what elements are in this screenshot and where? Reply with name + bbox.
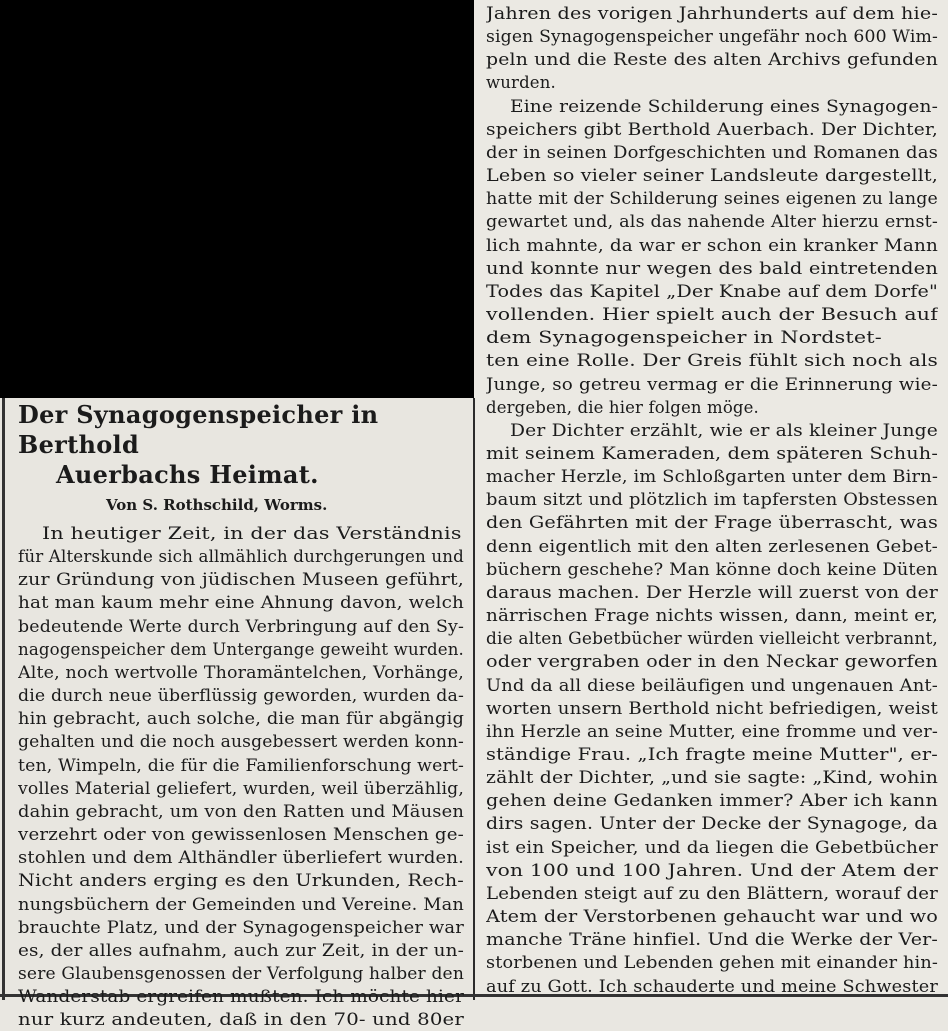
text-line: dergeben, die hier folgen möge. (486, 397, 759, 417)
text-line: Nicht anders erging es den Urkunden, Rech- (18, 871, 464, 891)
article-title (18, 400, 464, 490)
black-redaction-area (0, 0, 474, 398)
text-line: gewartet und, als das nahende Alter hierzu ernst- (486, 212, 938, 232)
left-border-rule (2, 398, 5, 1000)
text-line: mit seinem Kameraden, dem späteren Schuh- (486, 443, 938, 463)
left-column (18, 400, 464, 1031)
text-line: es, der alles aufnahm, auch zur Zeit, in der un- (18, 940, 464, 960)
text-line: macher Herzle, im Schloßgarten unter dem Birn- (486, 467, 938, 487)
article-title-line-2: Auerbachs Heimat. (56, 460, 319, 489)
text-line: daraus machen. Der Herzle will zuerst von der (486, 582, 938, 602)
text-line: von 100 und 100 Jahren. Und der Atem der (486, 860, 938, 880)
text-line: Jahren des vorigen Jahrhunderts auf dem hie- (486, 4, 938, 23)
text-line: vollenden. Hier spielt auch der Besuch auf (486, 305, 938, 325)
text-line: zählt der Dichter, „und sie sagte: „Kind, wohin (486, 768, 938, 788)
text-line: für Alterskunde sich allmählich durchgerungen und (18, 547, 464, 567)
text-line: närrischen Frage nichts wissen, dann, meint er, (486, 606, 938, 626)
text-line: oder vergraben oder in den Neckar geworfen (486, 652, 938, 672)
text-line: hatte mit der Schilderung seines eigenen zu lange (486, 189, 938, 209)
text-line: hin gebracht, auch solche, die man für abgängig (18, 709, 464, 729)
text-line: nagogenspeicher dem Untergange geweiht wurden. (18, 639, 464, 659)
text-line: volles Material geliefert, wurden, weil überzählig, (18, 778, 464, 798)
text-line: wurden. (486, 73, 556, 93)
text-line: ist ein Speicher, und da liegen die Gebetbücher (486, 837, 938, 857)
text-line: peln und die Reste des alten Archivs gefunden (486, 50, 938, 70)
text-line: Der Dichter erzählt, wie er als kleiner Junge (510, 420, 938, 440)
text-line: und konnte nur wegen des bald eintretenden (486, 258, 938, 278)
text-line: ständige Frau. „Ich fragte meine Mutter", er- (486, 745, 938, 764)
text-line: sigen Synagogenspeicher ungefähr noch 600 Wim- (486, 27, 938, 47)
text-line: dirs sagen. Unter der Decke der Synagoge, da (486, 814, 938, 834)
text-line: lich mahnte, da war er schon ein kranker Mann (486, 235, 938, 255)
text-line: der in seinen Dorfgeschichten und Romanen das (486, 142, 938, 162)
text-line: nur kurz andeuten, daß in den 70- und 80er (18, 1010, 464, 1030)
text-line: Lebenden steigt auf zu den Blättern, worauf der (486, 883, 938, 903)
text-line: Junge, so getreu vermag er die Erinnerung wie- (486, 374, 938, 394)
text-line: baum sitzt und plötzlich im tapfersten Obstessen (486, 490, 938, 510)
text-line: denn eigentlich mit den alten zerlesenen Gebet- (486, 536, 938, 556)
text-line: Wanderstab ergreifen mußten. Ich möchte hier (18, 987, 464, 1007)
text-line: verzehrt oder von gewissenlosen Menschen ge- (18, 825, 464, 845)
text-line: speichers gibt Berthold Auerbach. Der Dichter, (486, 119, 938, 139)
text-line: Atem der Verstorbenen gehaucht war und wo (486, 907, 938, 927)
article-title-line-1: Der Synagogenspeicher in Berthold (18, 400, 379, 459)
text-line: worten unsern Berthold nicht befriedigen, weist (486, 698, 938, 718)
text-line: dem Synagogenspeicher in Nordstet- (486, 328, 882, 348)
text-line: manche Träne hinfiel. Und die Werke der Ver- (486, 930, 938, 950)
text-line: auf zu Gott. Ich schauderte und meine Schwester (486, 976, 938, 996)
text-line: die alten Gebetbücher würden vielleicht verbrannt, (486, 629, 938, 649)
text-line: sere Glaubensgenossen der Verfolgung halber den (18, 963, 464, 983)
text-line: Alte, noch wertvolle Thoramäntelchen, Vorhänge, (18, 662, 464, 682)
text-line: stohlen und dem Althändler überliefert wurden. (18, 848, 464, 868)
text-line: den Gefährten mit der Frage überrascht, was (486, 513, 938, 533)
text-line: brauchte Platz, und der Synagogenspeicher war (18, 917, 464, 937)
text-line: Und da all diese beiläufigen und ungenauen Ant- (486, 675, 938, 695)
column-divider-rule (473, 398, 475, 1000)
text-line: ihn Herzle an seine Mutter, eine fromme und ver- (486, 721, 938, 741)
text-line: storbenen und Lebenden gehen mit einander hin- (486, 953, 938, 973)
text-line: büchern geschehe? Man könne doch keine Düten (486, 559, 938, 579)
text-line: die durch neue überflüssig geworden, wurden da- (18, 686, 464, 706)
text-line: nungsbüchern der Gemeinden und Vereine. Man (18, 894, 464, 914)
text-line: hat man kaum mehr eine Ahnung davon, welch (18, 593, 464, 613)
right-column (486, 2, 938, 998)
text-line: Eine reizende Schilderung eines Synagogen- (510, 96, 938, 116)
text-line: Leben so vieler seiner Landsleute dargestellt, (486, 166, 938, 186)
right-column-body (486, 2, 938, 998)
text-line: dahin gebracht, um von den Ratten und Mäusen (18, 801, 464, 821)
text-line: gehen deine Gedanken immer? Aber ich kann (486, 791, 938, 811)
text-line: ten eine Rolle. Der Greis fühlt sich noch als (486, 351, 938, 371)
text-line: zur Gründung von jüdischen Museen geführt, (18, 570, 464, 590)
left-column-body (18, 522, 464, 1031)
text-line: Todes das Kapitel „Der Knabe auf dem Dorfe" (486, 281, 938, 301)
text-line: In heutiger Zeit, in der das Verständnis (42, 524, 462, 543)
article-byline: Von S. Rothschild, Worms. (106, 496, 328, 514)
text-line: ten, Wimpeln, die für die Familienforschung wert- (18, 755, 464, 775)
text-line: bedeutende Werte durch Verbringung auf den Sy- (18, 616, 464, 636)
text-line: gehalten und die noch ausgebessert werden konn- (18, 732, 464, 752)
